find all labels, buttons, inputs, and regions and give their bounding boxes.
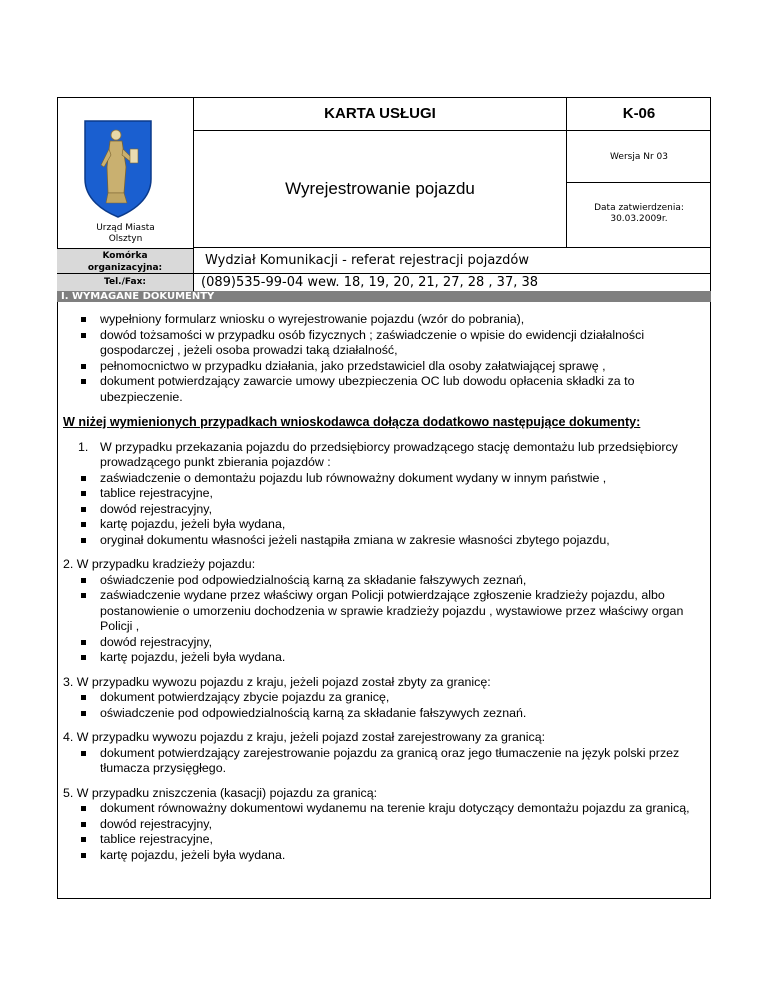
tel-fax-value: (089)535-99-04 wew. 18, 19, 20, 21, 27, 28 , 37, 38 — [201, 275, 539, 290]
list-item: dokument równoważny dokumentowi wydanemu na terenie kraju dotyczący demontażu pojazdu za granicą, — [80, 801, 703, 817]
logo-cell — [57, 97, 194, 248]
olsztyn-coat-of-arms-logo — [83, 119, 153, 219]
approval-date: Data zatwierdzenia: 30.03.2009r. — [567, 183, 711, 248]
list-item: pełnomocnictwo w przypadku działania, jako przedstawiciel dla osoby załatwiającej sprawę , — [80, 359, 703, 375]
card-title: KARTA USŁUGI — [194, 97, 567, 131]
org-unit-label: Komórka organizacyjna: — [57, 248, 194, 274]
org-unit-value: Wydział Komunikacji - referat rejestracji pojazdów — [194, 248, 711, 274]
case-1-list — [80, 471, 703, 549]
case-3-title: 3. W przypadku wywozu pojazdu z kraju, jeżeli pojazd został zbyty za granicę: — [63, 674, 491, 689]
list-item: dokument potwierdzający zawarcie umowy ubezpieczenia OC lub dowodu opłacenia składki za to ubezpieczenie. — [80, 374, 703, 405]
list-item: oryginał dokumentu własności jeżeli nastąpiła zmiana w zakresie własności zbytego pojazdu, — [80, 533, 703, 549]
list-item: dowód tożsamości w przypadku osób fizycznych ; zaświadczenie o wpisie do ewidencji działalności gospodarczej , jeżeli osoba prowadzi taką działalność, — [80, 328, 703, 359]
list-item: oświadczenie pod odpowiedzialnością karną za składanie fałszywych zeznań, — [80, 573, 703, 589]
case-3-block — [63, 675, 703, 722]
version-info: Wersja Nr 03 — [567, 131, 711, 183]
list-item: dowód rejestracyjny, — [80, 502, 703, 518]
case-2-title: 2. W przypadku kradzieży pojazdu: — [63, 557, 256, 571]
case-4-block — [63, 730, 703, 777]
case-4-title: 4. W przypadku wywozu pojazdu z kraju, jeżeli pojazd został zarejestrowany za granicą: — [63, 730, 546, 744]
case-1-block — [63, 440, 703, 549]
service-name: Wyrejestrowanie pojazdu — [194, 131, 567, 248]
card-code: K-06 — [567, 97, 711, 131]
case-5-list — [80, 801, 703, 863]
list-item: kartę pojazdu, jeżeli była wydana, — [80, 517, 703, 533]
list-item: tablice rejestracyjne, — [80, 832, 703, 848]
list-item: tablice rejestracyjne, — [80, 486, 703, 502]
required-docs-block — [63, 312, 703, 405]
list-item: dowód rejestracyjny, — [80, 817, 703, 833]
case-5-block — [63, 786, 703, 864]
list-item: zaświadczenie o demontażu pojazdu lub równoważny dokument wydany w innym państwie , — [80, 471, 703, 487]
list-item: kartę pojazdu, jeżeli była wydana. — [80, 848, 703, 864]
case-3-list — [80, 690, 703, 721]
required-docs-list — [80, 312, 703, 405]
case-5-title: 5. W przypadku zniszczenia (kasacji) pojazdu za granicą: — [63, 785, 378, 800]
case-2-list — [80, 573, 703, 666]
case-1-title: 1. W przypadku przekazania pojazdu do przedsiębiorcy prowadzącego stację demontażu lub przedsiębiorcy prowadzącego punkt zbierania pojazdów : — [78, 439, 678, 469]
list-item: dowód rejestracyjny, — [80, 635, 703, 651]
additional-docs-heading: W niżej wymienionych przypadkach wnioskodawca dołącza dodatkowo następujące dokumenty: — [63, 415, 641, 429]
city-caption: Urząd Miasta Olsztyn — [96, 223, 155, 244]
list-item: kartę pojazdu, jeżeli była wydana. — [80, 650, 703, 666]
service-card-header — [57, 97, 711, 291]
document-content — [63, 312, 703, 863]
tel-fax-label: Tel./Fax: — [57, 274, 194, 291]
list-item: dokument potwierdzający zbycie pojazdu za granicę, — [80, 690, 703, 706]
list-item: oświadczenie pod odpowiedzialnością karną za składanie fałszywych zeznań. — [80, 706, 703, 722]
case-4-list — [80, 746, 703, 777]
list-item: wypełniony formularz wniosku o wyrejestrowanie pojazdu (wzór do pobrania), — [80, 312, 703, 328]
section-title-required-documents: I. WYMAGANE DOKUMENTY — [57, 291, 711, 302]
list-item: dokument potwierdzający zarejestrowanie pojazdu za granicą oraz jego tłumaczenie na język polski przez tłumacza przysięgłego. — [80, 746, 703, 777]
list-item: zaświadczenie wydane przez właściwy organ Policji potwierdzające zgłoszenie kradzieży pojazdu, albo postanowienie o umorzeniu dochodzenia w sprawie kradzieży pojazdu , wystawiowe przez właściwy organ Policji , — [80, 588, 703, 635]
case-2-block — [63, 557, 703, 666]
